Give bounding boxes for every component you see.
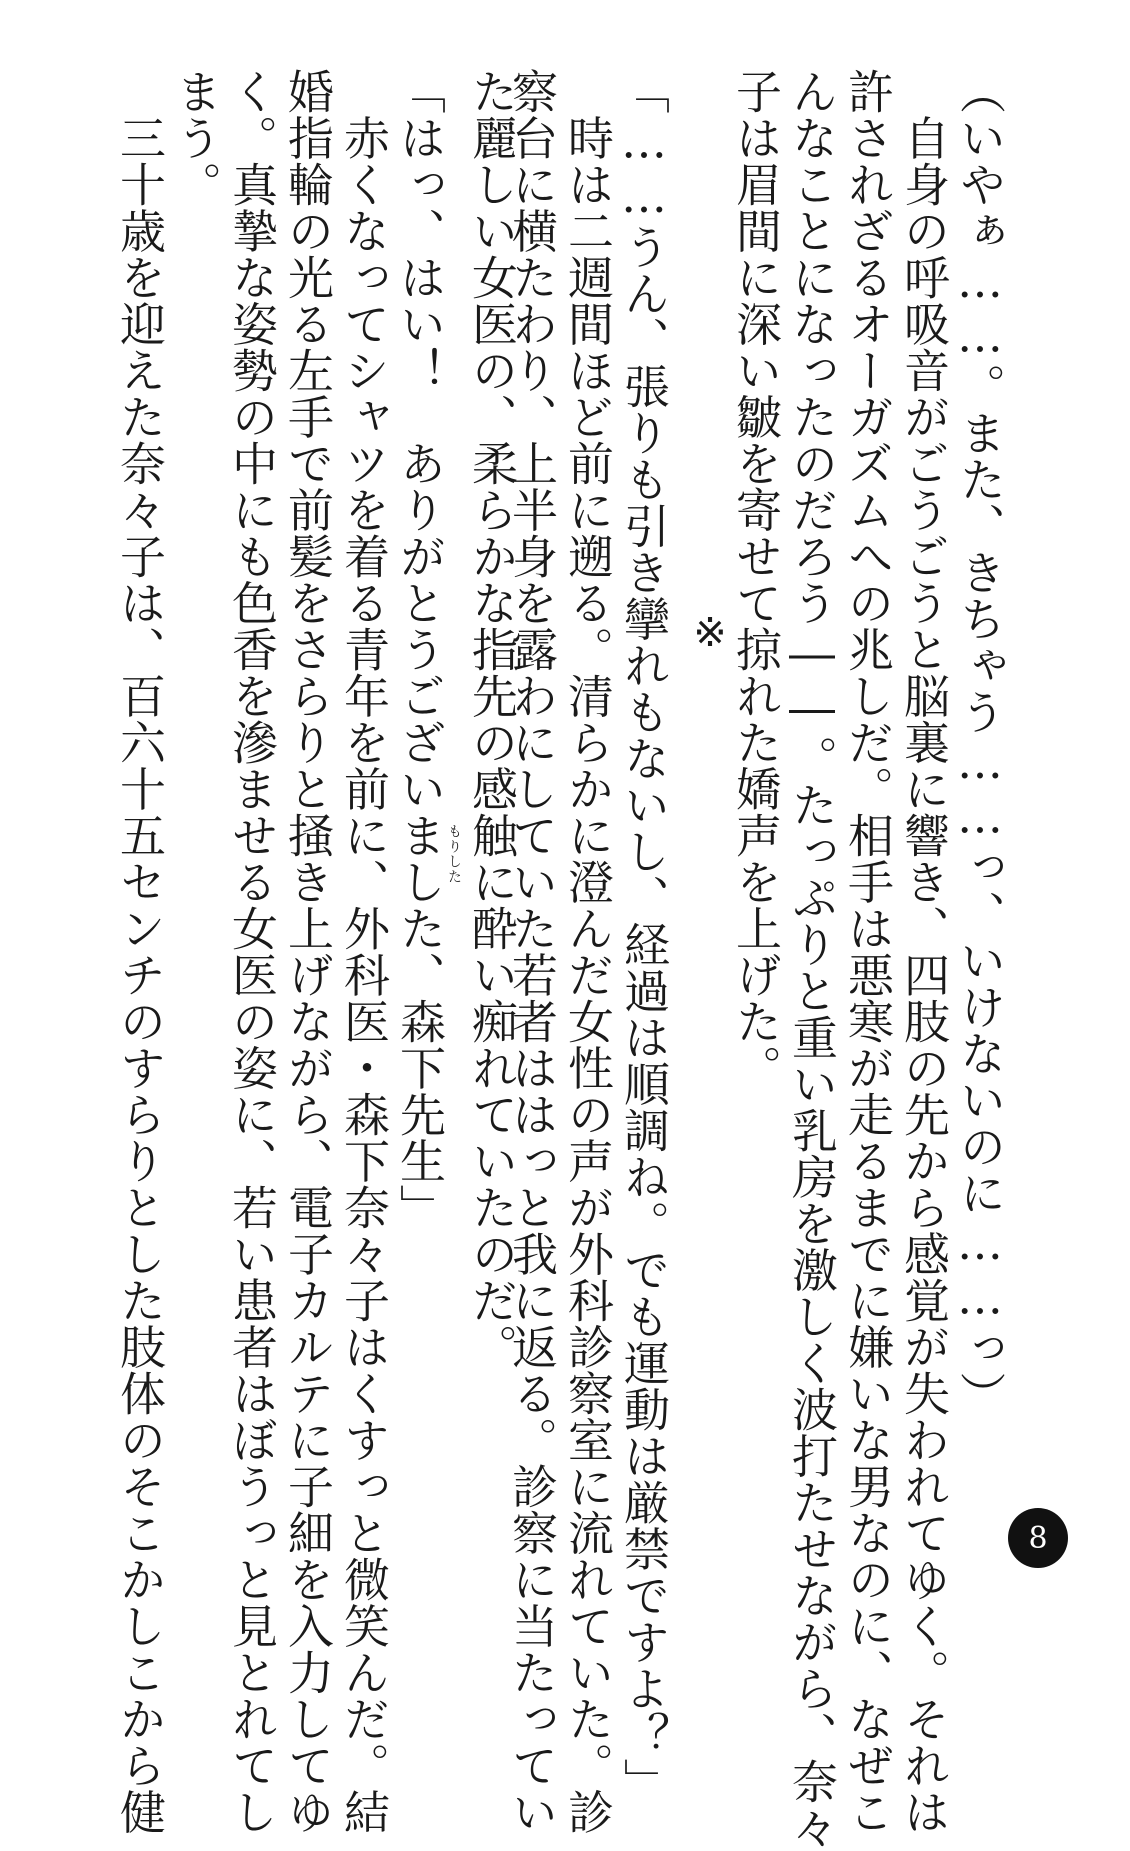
text-column: 三十歳を迎えた奈々子は、百六十五センチのすらりとした肢体のそこかしこから健 (113, 68, 167, 1835)
text-column: んなことになったのだろう――。たっぷりと重い乳房を激しく波打たせながら、奈々 (785, 68, 839, 1851)
text-column: 許されざるオーガズムへの兆しだ。相手は悪寒が走るまでに嫌いな男なのに、なぜこ (841, 68, 895, 1835)
text-column: 「はっ、はい！ ありがとうございました、森下先生」 (393, 68, 447, 1231)
text-column: （いやぁ……。また、きちゃう……っ、いけないのに……っ） (953, 68, 1007, 1418)
text-column: 子は眉間に深い皺を寄せて掠れた嬌声を上げた。 (729, 68, 783, 1091)
text-column: 「……うん、張りも引き攣れもないし、経過は順調ね。でも運動は厳禁ですよ？」 (617, 68, 671, 1805)
text-column: 察台に横たわり、上半身を露わにしていた若者ははっと我に返る。診察に当たってい (505, 68, 559, 1835)
text-column: 赤くなってシャツを着る青年を前に、外科医・森下奈々子はくすっと微笑んだ。結 (337, 68, 391, 1835)
text-column: 婚指輪の光る左手で前髪をさらりと掻き上げながら、電子カルテに子細を入力してゆ (281, 68, 335, 1835)
text-column: く。真摯な姿勢の中にも色香を滲ませる女医の姿に、若い患者はぼうっと見とれてし (225, 68, 279, 1835)
furigana: もりした (446, 824, 462, 884)
text-column: た麗しい女医の、柔らかな指先の感触に酔い痴れていたのだ。 (465, 68, 519, 1370)
text-column: 自身の呼吸音がごうごうと脳裏に響き、四肢の先から感覚が失われてゆく。それは (897, 68, 951, 1835)
section-break-marker: ※ (693, 610, 727, 656)
page-number-badge: 8 (1008, 1508, 1068, 1568)
text-column: 時は二週間ほど前に遡る。清らかに澄んだ女性の声が外科診察室に流れていた。診 (561, 68, 615, 1835)
text-column: まう。 (169, 68, 223, 208)
